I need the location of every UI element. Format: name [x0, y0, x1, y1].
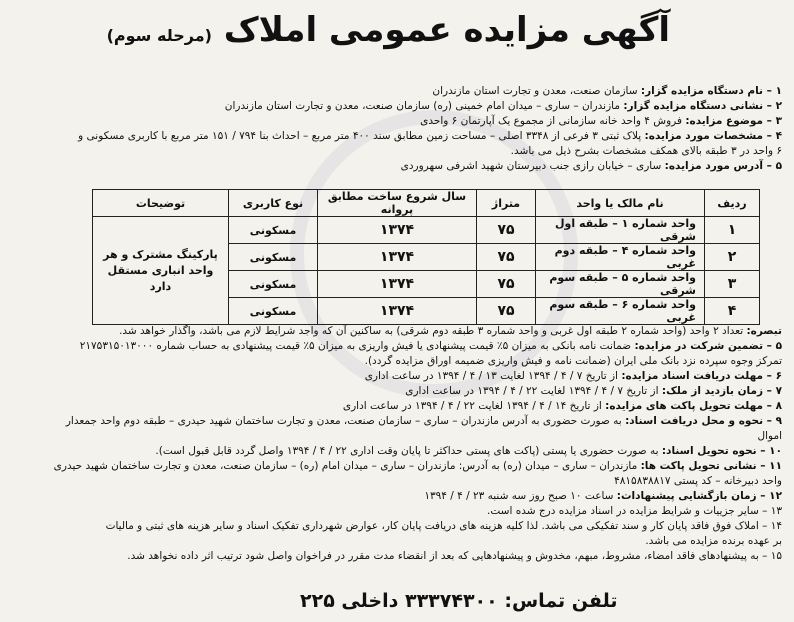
item-text: پلاک ثبتی ۳ فرعی از ۳۳۴۸ اصلی – مساحت زمین مطابق سند ۴۰۰ متر مربع – احداث بنا ۷۹۴ / ۱۵۱ متر مربع با کاربری مسکونی و	[78, 130, 645, 142]
col-header-unit: نام مالک یا واحد	[536, 190, 705, 217]
cell-area: ۷۵	[477, 217, 536, 244]
col-header-notes: توضیحات	[93, 190, 229, 217]
cell-unit: واحد شماره ۱ – طبقه اول شرقی	[536, 217, 705, 244]
title-stage: (مرحله سوم)	[106, 26, 212, 45]
title-text: آگهی مزایده عمومی املاک	[223, 10, 670, 50]
contact-phone: تلفن تماس: ۳۳۳۷۴۳۰۰ داخلی ۲۲۵	[300, 590, 618, 612]
item-line	[12, 549, 782, 564]
cell-unit: واحد شماره ۶ – طبقه سوم غربی	[536, 298, 705, 325]
item-text: به صورت حضوری به آدرس مازندران – ساری – سازمان صنعت، معدن و تجارت ساختمان شهید حیدری – طبقه دوم واحد جمعدار	[65, 415, 626, 427]
item-label: ۱۲ – زمان بازگشایی پیشنهادات:	[616, 490, 782, 502]
item-text: سازمان صنعت، معدن و تجارت استان مازندران	[432, 85, 641, 97]
item-line	[12, 444, 782, 459]
item-text: ۱۵ – به پیشنهادهای فاقد امضاء، مشروط، مبهم، مخدوش و پیشنهادهایی که بعد از انقضاء مدت مقرر در فراخوان واصل شود ترتیب اثر داده نخواهد شد.	[127, 550, 782, 562]
item-line	[12, 399, 782, 414]
item-line	[12, 474, 782, 489]
item-line	[12, 129, 782, 144]
item-text: ۶ واحد در ۳ طبقه بالای همکف مشخصات بشرح ذیل می باشد.	[510, 145, 782, 157]
col-header-area: متراژ	[477, 190, 536, 217]
page-title	[106, 4, 670, 62]
col-header-row-number: ردیف	[705, 190, 760, 217]
cell-usage: مسکونی	[229, 244, 318, 271]
item-text: واحد دبیرخانه – کد پستی ۴۸۱۵۸۳۸۸۱۷	[614, 475, 782, 487]
cell-usage: مسکونی	[229, 217, 318, 244]
properties-table	[92, 189, 760, 325]
cell-build-year: ۱۳۷۴	[318, 244, 477, 271]
col-header-build-year: سال شروع ساخت مطابق پروانه	[318, 190, 477, 217]
item-text: تمرکز وجوه سپرده نزد بانک ملی ایران (ضمانت نامه و فیش واریزی ضمیمه اوراق مزایده گردد).	[364, 355, 782, 367]
item-text: فروش ۴ واحد خانه سازمانی از مجموع یک آپارتمان ۶ واحدی	[420, 115, 686, 127]
item-label: ۹ – نحوه و محل دریافت اسناد:	[625, 415, 782, 427]
cell-row-number: ۳	[705, 271, 760, 298]
cell-area: ۷۵	[477, 271, 536, 298]
item-text: مازندران – ساری – میدان (ره) به آدرس: مازندران – ساری – میدان امام (ره) – سازمان صنعت، معدن و تجارت ساختمان شهید حیدری	[53, 460, 641, 472]
item-line	[12, 159, 782, 174]
item-label: ۱۰ – نحوه تحویل اسناد:	[661, 445, 782, 457]
item-line	[12, 354, 782, 369]
item-text: از تاریخ ۱۴ / ۴ / ۱۳۹۴ لغایت ۲۲ / ۴ / ۱۳۹۴ در ساعت اداری	[342, 400, 606, 412]
item-text: ۱۳ – سایر جزییات و شرایط مزایده در اسناد مزایده درج شده است.	[487, 505, 782, 517]
item-label: ۶ – مهلت دریافت اسناد مزایده:	[621, 370, 782, 382]
item-text: ساری – خیابان رازی جنب دبیرستان شهید اشرفی سهروردی	[400, 160, 665, 172]
item-text: ضمانت نامه بانکی به میزان ۵٪ قیمت پیشنهادی یا فیش واریزی به میزان ۵٪ قیمت پیشنهادی به حساب شماره ۲۱۷۵۳۱۵۰۱۳۰۰۰	[79, 340, 635, 352]
table-row	[93, 217, 760, 244]
item-label: تبصره:	[746, 325, 782, 337]
item-line	[12, 114, 782, 129]
item-label: ۱۱ – نشانی تحویل پاکت ها:	[640, 460, 782, 472]
item-text: ساعت ۱۰ صبح روز سه شنبه ۲۳ / ۴ / ۱۳۹۴	[424, 490, 617, 502]
item-text: از تاریخ ۷ / ۴ / ۱۳۹۴ لغایت ۱۳ / ۴ / ۱۳۹۴ در ساعت اداری	[364, 370, 622, 382]
cell-notes: پارکینگ مشترک و هر واحد انباری مستقل دارد	[93, 217, 229, 325]
item-label: ۵ – آدرس مورد مزایده:	[664, 160, 782, 172]
item-label: ۵ – تضمین شرکت در مزایده:	[634, 340, 782, 352]
item-label: ۱ – نام دستگاه مزایده گزار:	[640, 85, 782, 97]
item-line	[12, 324, 782, 339]
cell-area: ۷۵	[477, 244, 536, 271]
cell-usage: مسکونی	[229, 298, 318, 325]
item-text: مازندران – ساری – میدان امام خمینی (ره) سازمان صنعت، معدن و تجارت استان مازندران	[224, 100, 624, 112]
item-line	[12, 534, 782, 549]
cell-build-year: ۱۳۷۴	[318, 271, 477, 298]
item-line	[12, 429, 782, 444]
item-line	[12, 144, 782, 159]
cell-build-year: ۱۳۷۴	[318, 298, 477, 325]
cell-row-number: ۱	[705, 217, 760, 244]
item-text: به صورت حضوری یا پستی (پاکت های پستی حداکثر تا پایان وقت اداری ۲۲ / ۴ / ۱۳۹۴ واصل گردد قابل قبول است).	[155, 445, 662, 457]
item-label: ۸ – مهلت تحویل پاکت های مزایده:	[605, 400, 782, 412]
cell-unit: واحد شماره ۴ – طبقه دوم غربی	[536, 244, 705, 271]
item-line	[12, 519, 782, 534]
item-line	[12, 84, 782, 99]
item-label: ۲ – نشانی دستگاه مزایده گزار:	[623, 100, 782, 112]
item-text: تعداد ۲ واحد (واحد شماره ۲ طبقه اول غربی و واحد شماره ۳ طبقه دوم شرقی) به ساکنین آن که واجد شرایط لازم می باشد، واگذار خواهد شد.	[119, 325, 747, 337]
item-line	[12, 369, 782, 384]
cell-row-number: ۴	[705, 298, 760, 325]
item-label: ۳ – موضوع مزایده:	[685, 115, 782, 127]
cell-build-year: ۱۳۷۴	[318, 217, 477, 244]
cell-row-number: ۲	[705, 244, 760, 271]
item-text: ۱۴ – املاک فوق فاقد پایان کار و سند تفکیکی می باشد. لذا کلیه هزینه های دریافت پایان کار، عوارض شهرداری تفکیک اسناد و سایر هزینه های ثبتی و مالیات	[105, 520, 782, 532]
item-line	[12, 459, 782, 474]
item-text: اموال	[757, 430, 782, 442]
item-label: ۴ – مشخصات مورد مزایده:	[644, 130, 782, 142]
item-label: ۷ – زمان بازدید از ملک:	[661, 385, 782, 397]
item-text: بر عهده برنده مزایده می باشد.	[645, 535, 782, 547]
item-line	[12, 384, 782, 399]
item-line	[12, 504, 782, 519]
table-header-row	[93, 190, 760, 217]
item-line	[12, 99, 782, 114]
item-text: از تاریخ ۷ / ۴ / ۱۳۹۴ لغایت ۲۲ / ۴ / ۱۳۹۴ در ساعت اداری	[405, 385, 662, 397]
cell-usage: مسکونی	[229, 271, 318, 298]
col-header-usage: نوع کاربری	[229, 190, 318, 217]
item-line	[12, 414, 782, 429]
item-line	[12, 339, 782, 354]
cell-unit: واحد شماره ۵ – طبقه سوم شرقی	[536, 271, 705, 298]
item-line	[12, 489, 782, 504]
cell-area: ۷۵	[477, 298, 536, 325]
